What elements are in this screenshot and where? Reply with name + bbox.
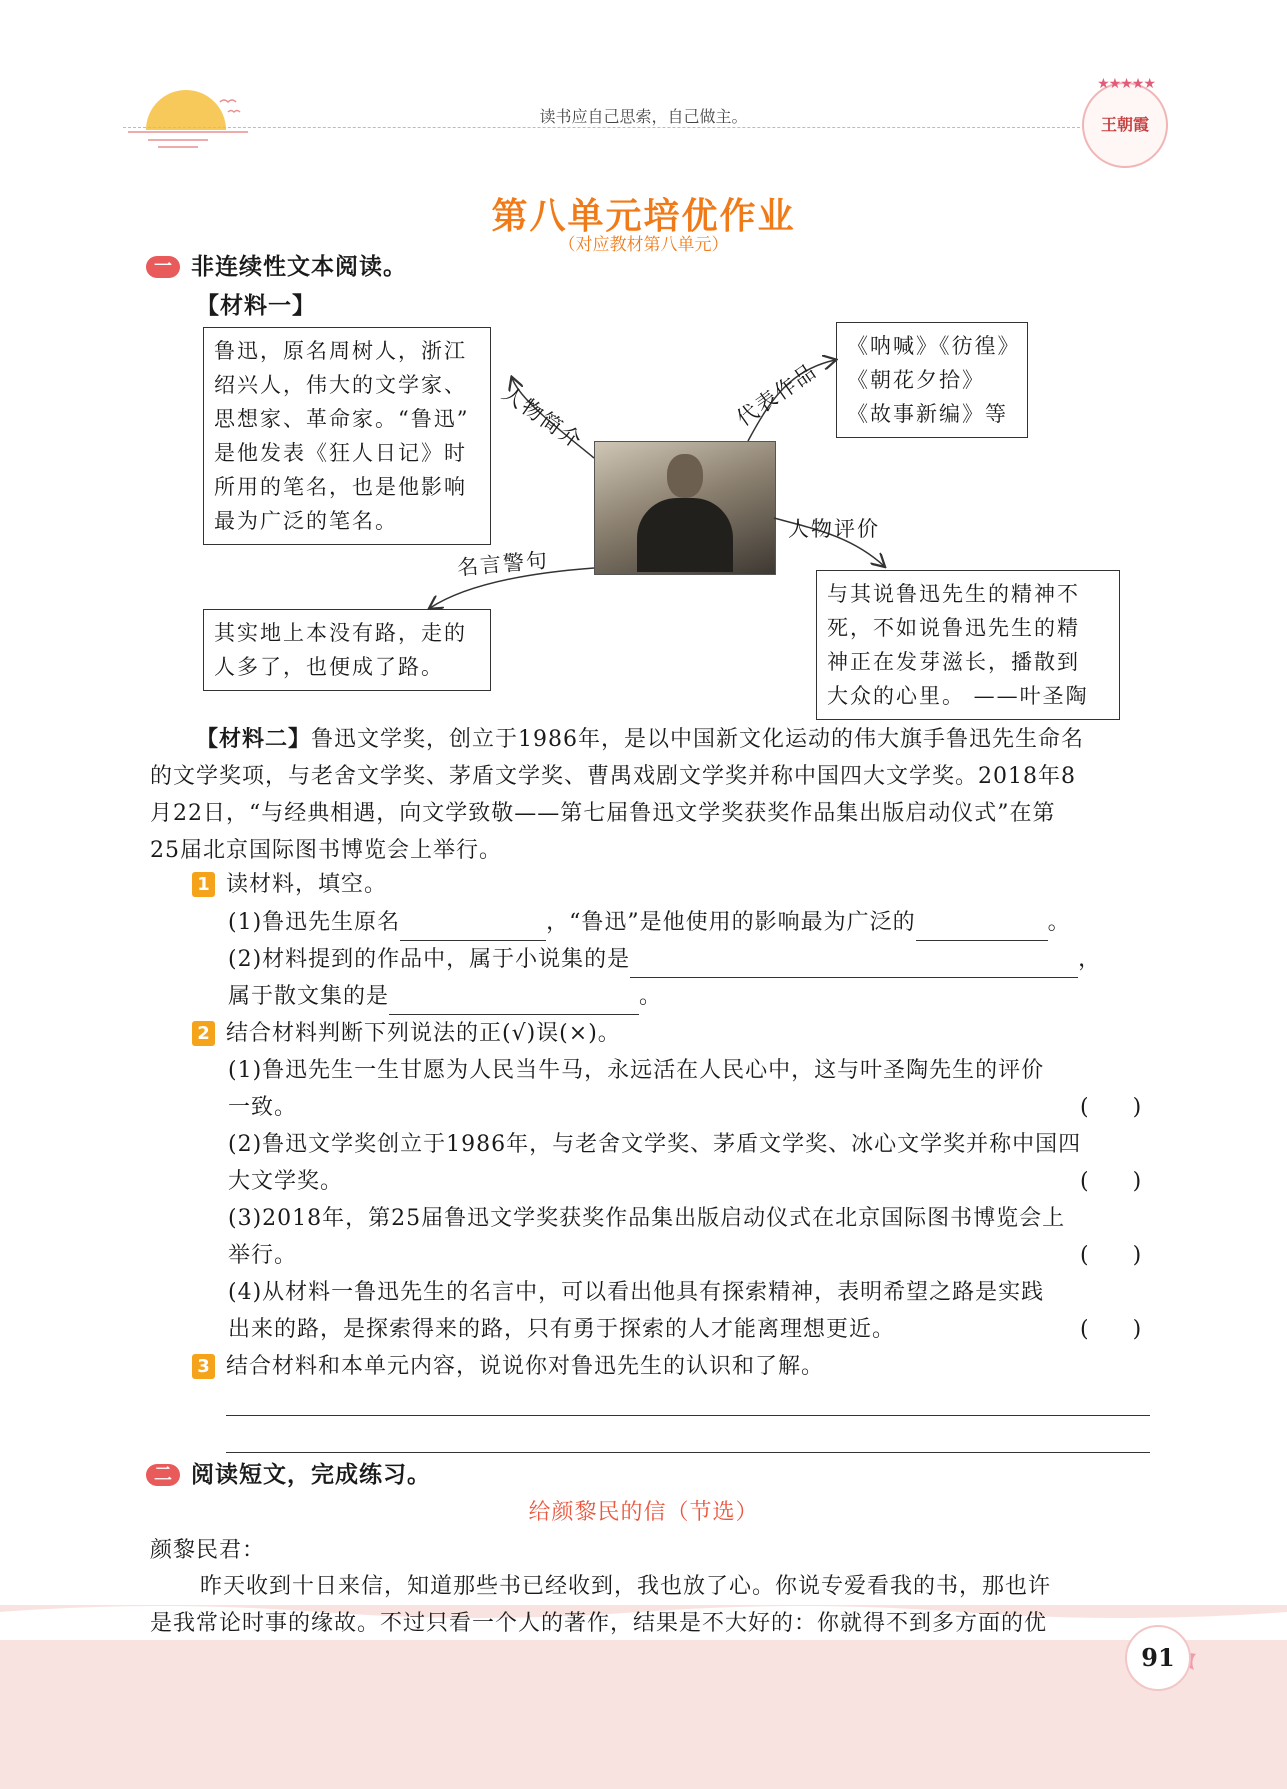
q1b-end: ，: [1078, 947, 1102, 972]
q3-answer-line-1[interactable]: [226, 1415, 1150, 1416]
q2-item-2-line-2: 大文学奖。: [228, 1169, 344, 1194]
q1-line-1: [228, 904, 1071, 941]
question-number-2: 2: [192, 1021, 215, 1046]
q2-item-3-line-2: 举行。: [228, 1243, 298, 1268]
letter-salutation: 颜黎民君：: [150, 1538, 266, 1563]
material2-label: 【材料二】: [196, 726, 312, 752]
q1a-end: 。: [1047, 910, 1071, 935]
q1a-mid: ，“鲁迅”是他使用的影响最为广泛的: [546, 910, 916, 935]
answer-blank-essays[interactable]: [389, 988, 639, 1015]
question-number-3: 3: [192, 1354, 215, 1379]
q2-item-4-line-2: 出来的路，是探索得来的路，只有勇于探索的人才能离理想更近。: [228, 1317, 896, 1342]
q1c-text: 属于散文集的是: [228, 984, 390, 1009]
letter-line-1: 昨天收到十日来信，知道那些书已经收到，我也放了心。你说专爱看我的书，那也许: [200, 1574, 1052, 1599]
page-number: 91: [1125, 1625, 1191, 1691]
material2-text: 鲁迅文学奖，创立于1986年，是以中国新文化运动的伟大旗手鲁迅先生命名: [311, 727, 1085, 752]
q2-item-3-line-1: (3)2018年，第25届鲁迅文学奖获奖作品集出版启动仪式在北京国际图书博览会上: [228, 1206, 1066, 1231]
intro-line: 最为广泛的笔名。: [214, 509, 398, 533]
intro-line: 所用的笔名，也是他影响: [214, 475, 467, 499]
q2-item-4-line-1: (4)从材料一鲁迅先生的名言中，可以看出他具有探索精神，表明希望之路是实践: [228, 1280, 1045, 1305]
q2-answer-paren-2[interactable]: ( ): [1080, 1169, 1142, 1194]
material2-line-1: [196, 721, 1084, 758]
q2-prompt: 结合材料判断下列说法的正(√)误(×)。: [226, 1021, 621, 1046]
branch-label-intro: 人物简介: [497, 381, 588, 454]
q2-answer-paren-3[interactable]: ( ): [1080, 1243, 1142, 1268]
answer-blank-novels[interactable]: [630, 951, 1078, 978]
material2-line-3: 月22日，“与经典相遇，向文学致敬——第七届鲁迅文学奖获奖作品集出版启动仪式”在第: [150, 801, 1056, 826]
eval-line: 大众的心里。 ——叶圣陶: [827, 684, 1089, 708]
q2-item-1-line-1: (1)鲁迅先生一生甘愿为人民当牛马，永远活在人民心中，这与叶圣陶先生的评价: [228, 1058, 1045, 1083]
section-heading-2: 阅读短文，完成练习。: [191, 1462, 431, 1488]
quote-line: 人多了，也便成了路。: [214, 655, 444, 679]
q3-answer-line-2[interactable]: [226, 1452, 1150, 1453]
question-number-1: 1: [192, 872, 215, 897]
q1-line-3: [228, 978, 662, 1015]
section-badge-1: 一: [146, 256, 180, 278]
stamp-stars: ★★★★★: [1097, 76, 1155, 92]
material2-line-4: 25届北京国际图书博览会上举行。: [150, 838, 502, 863]
material1-label: 【材料一】: [196, 293, 316, 319]
works-line: 《故事新编》等: [847, 402, 1008, 426]
article-title: 给颜黎民的信（节选）: [528, 1500, 759, 1525]
page-subtitle: （对应教材第八单元）: [558, 235, 729, 255]
works-line: 《朝花夕拾》: [847, 368, 985, 392]
letter-line-2: 是我常论时事的缘故。不过只看一个人的著作，结果是不大好的：你就得不到多方面的优: [150, 1611, 1048, 1636]
eval-line: 死，不如说鲁迅先生的精: [827, 616, 1080, 640]
q3-prompt: 结合材料和本单元内容，说说你对鲁迅先生的认识和了解。: [226, 1354, 825, 1379]
intro-line: 思想家、革命家。“鲁迅”: [214, 407, 470, 431]
q2-item-1-line-2: 一致。: [228, 1095, 298, 1120]
intro-line: 鲁迅，原名周树人，浙江: [214, 339, 467, 363]
eval-line: 与其说鲁迅先生的精神不: [827, 582, 1080, 606]
q1-line-2: [228, 941, 1101, 978]
intro-line: 是他发表《狂人日记》时: [214, 441, 467, 465]
page-title: 第八单元培优作业: [491, 196, 796, 237]
quote-line: 其实地上本没有路，走的: [214, 621, 467, 645]
branch-label-works: 代表作品: [732, 358, 822, 431]
section-badge-2: 二: [146, 1464, 180, 1486]
stamp-text: 王朝霞: [1100, 115, 1149, 134]
answer-blank-original-name[interactable]: [400, 914, 546, 941]
q1c-end: 。: [639, 984, 663, 1009]
answer-blank-pen-name[interactable]: [916, 914, 1048, 941]
q1a-text: (1)鲁迅先生原名: [228, 910, 401, 935]
branch-label-evaluation: 人物评价: [788, 517, 880, 541]
q2-answer-paren-4[interactable]: ( ): [1080, 1317, 1142, 1342]
q1b-text: (2)材料提到的作品中，属于小说集的是: [228, 947, 631, 972]
section-heading-1: 非连续性文本阅读。: [191, 254, 407, 280]
eval-line: 神正在发芽滋长，播散到: [827, 650, 1080, 674]
q1-prompt: 读材料，填空。: [226, 872, 388, 897]
branch-label-quote: 名言警句: [456, 548, 550, 580]
works-line: 《呐喊》《彷徨》: [847, 334, 1021, 358]
intro-line: 绍兴人，伟大的文学家、: [214, 373, 467, 397]
q2-answer-paren-1[interactable]: ( ): [1080, 1095, 1142, 1120]
mindmap-arrows: [0, 0, 1287, 760]
material2-line-2: 的文学奖项，与老舍文学奖、茅盾文学奖、曹禺戏剧文学奖并称中国四大文学奖。2018年8: [150, 764, 1076, 789]
header-motto: 读书应自己思索，自己做主。: [539, 107, 748, 126]
q2-item-2-line-1: (2)鲁迅文学奖创立于1986年，与老舍文学奖、茅盾文学奖、冰心文学奖并称中国四: [228, 1132, 1082, 1157]
